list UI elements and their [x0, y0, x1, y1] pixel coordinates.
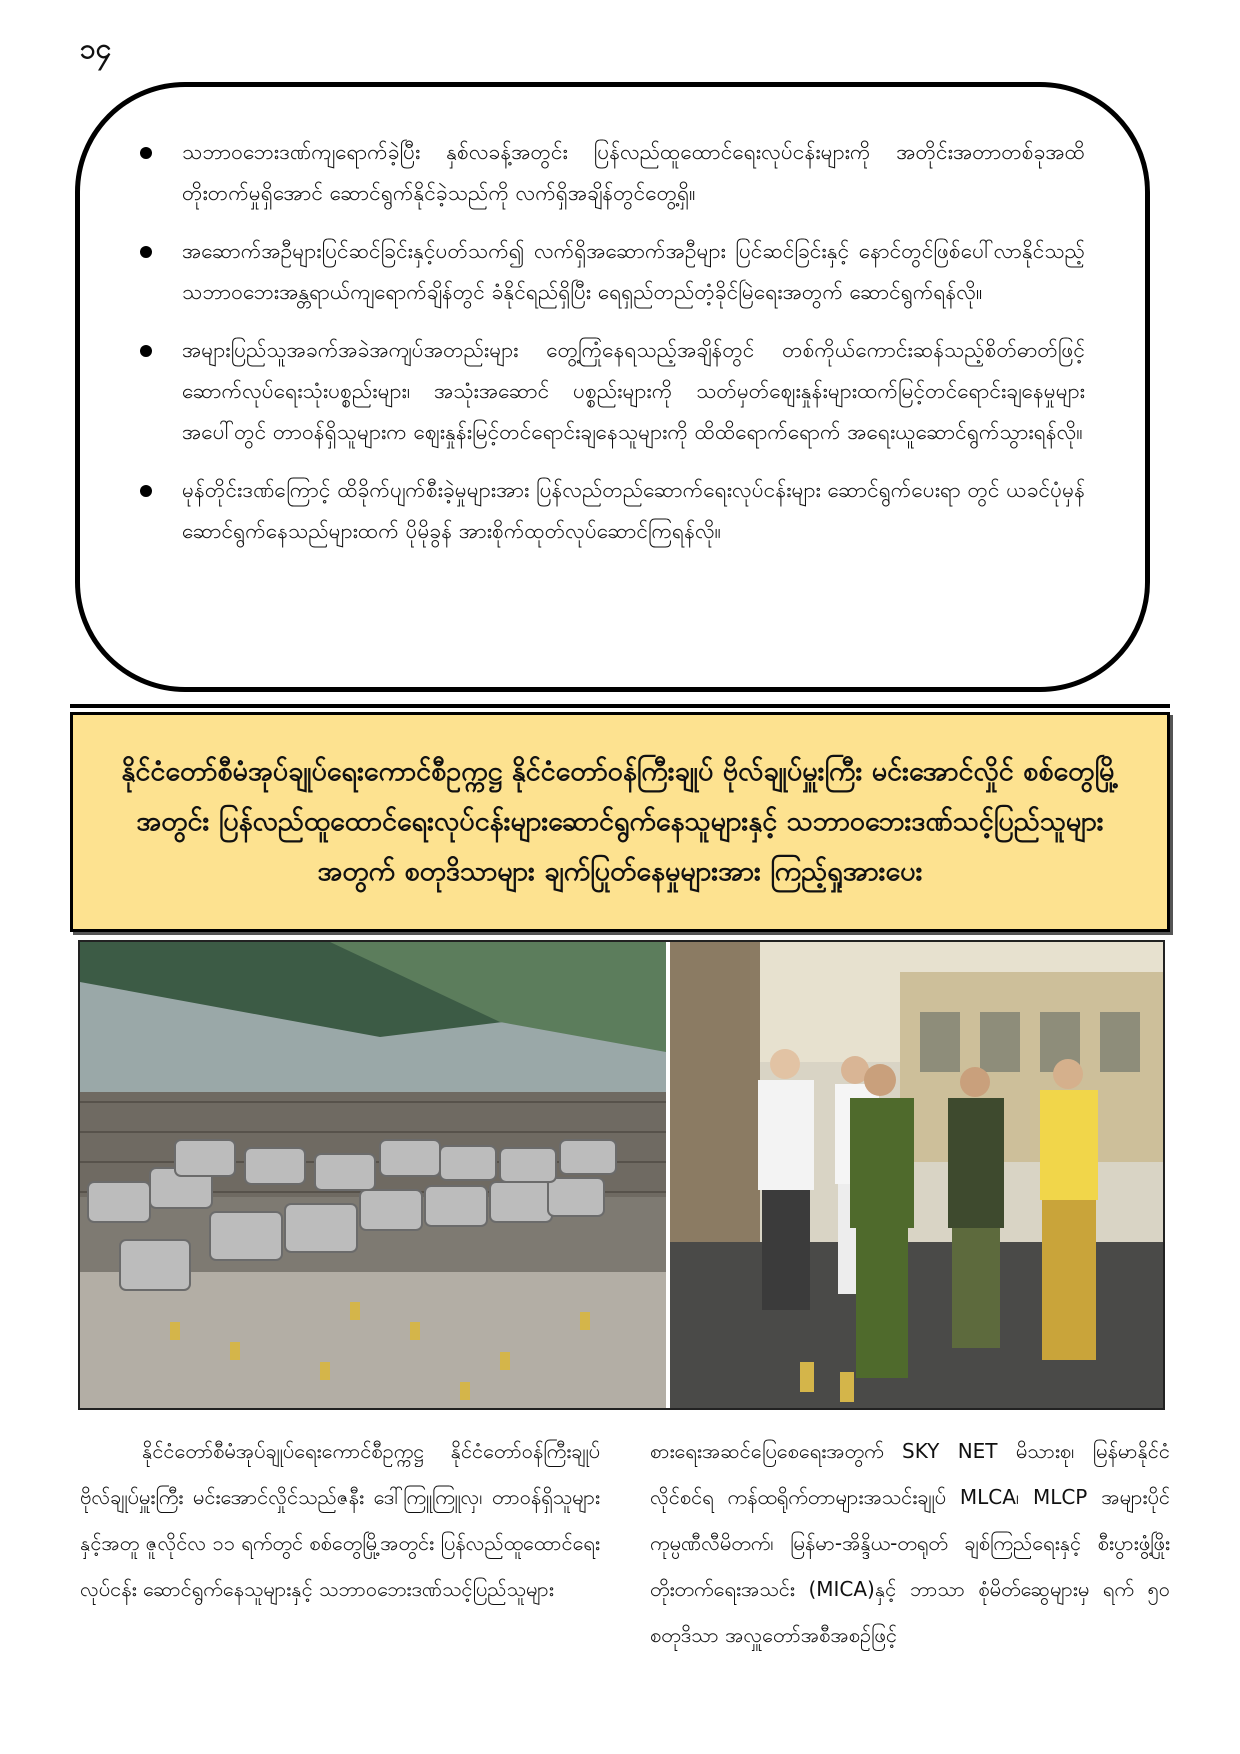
- heading-divider: [70, 704, 1170, 708]
- list-item: [140, 330, 1085, 453]
- official-visit-photo-svg: [670, 942, 1163, 1408]
- bullet-icon: [140, 345, 152, 357]
- cooking-pots-photo-icon: [80, 942, 666, 1408]
- list-item: [140, 231, 1085, 313]
- bullet-text: သဘာဝဘေးဒဏ်ကျရောက်ခဲ့ပြီး နှစ်လခန့်အတွင်း ပြန်လည်ထူထောင်ရေးလုပ်ငန်းများကို အတိုင်းအတာတစ်ခုအထိ တိုးတက်မှုရှိအောင် ဆောင်ရွက်နိုင်ခဲ့သည်ကို လက်ရှိအချိန်တွင်တွေ့ရှိ။: [182, 140, 1085, 205]
- body-column-left: နိုင်ငံတော်စီမံအုပ်ချုပ်ရေးကောင်စီဥက္ကဋ္ဌ နိုင်ငံတော်ဝန်ကြီးချုပ် ဗိုလ်ချုပ်မှူးကြီး မင်းအောင်လှိုင်သည်ဇနီး ဒေါ်ကြူကြူလှ၊ တာဝန်ရှိသူများနှင့်အတူ ဇူလိုင်လ ၁၁ ရက်တွင် စစ်တွေမြို့အတွင်း ပြန်လည်ထူထောင်ရေးလုပ်ငန်း ဆောင်ရွက်နေသူများနှင့် သဘာဝဘေးဒဏ်သင့်ပြည်သူများ: [80, 1439, 600, 1601]
- page-number: ၁၄: [80, 32, 112, 65]
- bullet-text: အများပြည်သူအခက်အခဲအကျပ်အတည်းများ တွေ့ကြုံနေရသည့်အချိန်တွင် တစ်ကိုယ်ကောင်းဆန်သည့်စိတ်ဓာတ်ဖြင့် ဆောက်လုပ်ရေးသုံးပစ္စည်းများ၊ အသုံးအဆောင် ပစ္စည်းများကို သတ်မှတ်ဈေးနှုန်းများထက်မြင့်တင်ရောင်းချနေမှုများအပေါ်တွင် တာဝန်ရှိသူများက ဈေးနှုန်းမြင့်တင်ရောင်းချနေသူများကို ထိထိရောက်ရောက် အရေးယူဆောင်ရွက်သွားရန်လို။: [182, 338, 1085, 444]
- bullet-icon: [140, 485, 152, 497]
- bullet-text: မုန်တိုင်းဒဏ်ကြောင့် ထိခိုက်ပျက်စီးခဲ့မှုများအား ပြန်လည်တည်ဆောက်ရေးလုပ်ငန်းများ ဆောင်ရွက်ပေးရာ တွင် ယခင်ပုံမှန်ဆောင်ရွက်နေသည်များထက် ပိုမိုခွန် အားစိုက်ထုတ်လုပ်ဆောင်ကြရန်လို။: [182, 478, 1085, 543]
- list-item: [140, 132, 1085, 214]
- cooking-pots-photo-svg: [80, 942, 666, 1408]
- official-visit-photo-icon: [670, 942, 1163, 1408]
- bullet-text: အဆောက်အဦများပြင်ဆင်ခြင်းနှင့်ပတ်သက်၍ လက်ရှိအဆောက်အဦများ ပြင်ဆင်ခြင်းနှင့် နောင်တွင်ဖြစ်ပေါ်လာနိုင်သည့် သဘာဝဘေးအန္တရာယ်ကျရောက်ချိန်တွင် ခံနိုင်ရည်ရှိပြီး ရေရှည်တည်တံ့ခိုင်မြဲရေးအတွက် ဆောင်ရွက်ရန်လို။: [182, 239, 1085, 304]
- headline: နိုင်ငံတော်စီမံအုပ်ချုပ်ရေးကောင်စီဥက္ကဋ္ဌ နိုင်ငံတော်ဝန်ကြီးချုပ် ဗိုလ်ချုပ်မှူးကြီး မင်းအောင်လှိုင် စစ်တွေမြို့အတွင်း ပြန်လည်ထူထောင်ရေးလုပ်ငန်းများဆောင်ရွက်နေသူများနှင့် သဘာဝဘေးဒဏ်သင့်ပြည်သူများအတွက် စတုဒိသာများ ချက်ပြုတ်နေမှုများအား ကြည့်ရှုအားပေး: [121, 756, 1119, 887]
- photo-frame: [78, 940, 1165, 1410]
- bullet-icon: [140, 147, 152, 159]
- bullet-list: [80, 87, 1145, 552]
- bullet-box: [75, 82, 1150, 692]
- body-column-right: စားရေးအဆင်ပြေစေရေးအတွက် SKY NET မိသားစု၊ မြန်မာနိုင်ငံလိုင်စင်ရ ကန်ထရိုက်တာများအသင်းချုပ် MLCA၊ MLCP အများပိုင်ကုမ္ပဏီလီမိတက်၊ မြန်မာ-အိန္ဒိယ-တရုတ် ချစ်ကြည်ရေးနှင့် စီးပွားဖွံ့ဖြိုးတိုးတက်ရေးအသင်း (MICA)နှင့် ဘာသာ စုံမိတ်ဆွေများမှ ရက် ၅၀ စတုဒိသာ အလှူတော်အစီအစဉ်ဖြင့်: [650, 1439, 1170, 1647]
- headline-box: [70, 712, 1170, 932]
- bullet-icon: [140, 246, 152, 258]
- list-item: [140, 470, 1085, 552]
